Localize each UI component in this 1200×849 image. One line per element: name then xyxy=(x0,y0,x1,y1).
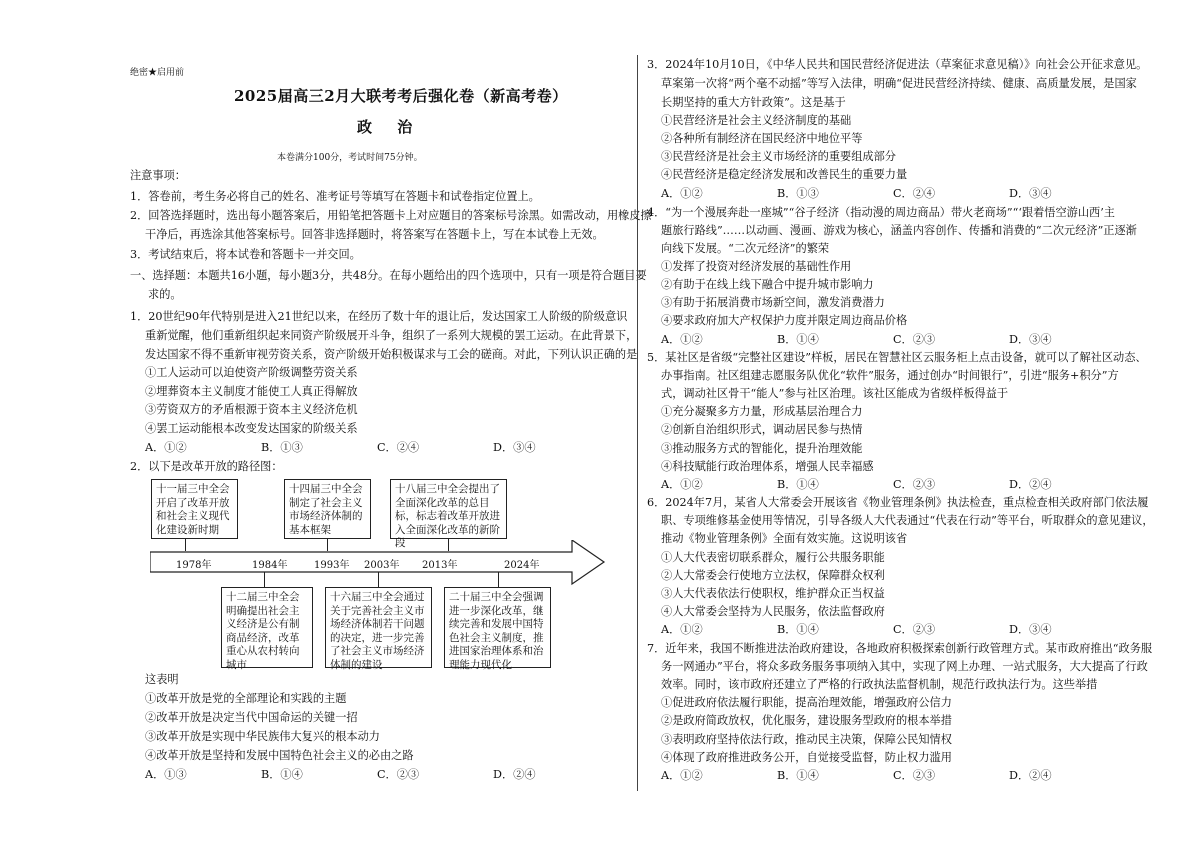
q4-option-d[interactable]: D．③④ xyxy=(1009,333,1052,346)
q7-item: ④体现了政府推进政务公开，自觉接受监督，防止权力滥用 xyxy=(661,751,952,764)
q5-stem-line: 5．某社区是省级“完整社区建设”样板，居民在智慧社区云服务柜上点击设备，就可以了解社区动态、 xyxy=(647,351,1147,364)
q6-option-a[interactable]: A．①② xyxy=(661,623,703,636)
notice-line-3: 干净后，再选涂其他答案标号。回答非选择题时，将答案写在答题卡上，写在本试卷上无效。 xyxy=(145,228,604,241)
q5-option-d[interactable]: D．②④ xyxy=(1009,478,1052,491)
timeline-box-1993: 十四届三中全会制定了社会主义市场经济体制的基本框架 xyxy=(284,479,371,539)
q5-item: ③推动服务方式的智能化，提升治理效能 xyxy=(661,442,863,455)
q2-item: ①改革开放是党的全部理论和实践的主题 xyxy=(145,692,347,705)
q1-item: ③劳资双方的矛盾根源于资本主义经济危机 xyxy=(145,403,358,416)
q6-option-d[interactable]: D．③④ xyxy=(1009,623,1052,636)
q5-option-a[interactable]: A．①② xyxy=(661,478,703,491)
q3-item: ②各种所有制经济在国民经济中地位平等 xyxy=(661,132,863,145)
q2-lead: 这表明 xyxy=(145,673,179,686)
year-label: 2024年 xyxy=(504,560,540,571)
q2-item: ②改革开放是决定当代中国命运的关键一招 xyxy=(145,711,358,724)
notice-line-1: 1．答卷前，考生务必将自己的姓名、准考证号等填写在答题卡和试卷指定位置上。 xyxy=(130,190,540,203)
q2-stem: 2．以下是改革开放的路径图： xyxy=(130,460,283,473)
q4-item: ④要求政府加大产权保护力度并限定周边商品价格 xyxy=(661,314,908,327)
q3-item: ①民营经济是社会主义经济制度的基础 xyxy=(661,114,852,127)
section-heading: 一、选择题：本题共16小题，每小题3分，共48分。在每小题给出的四个选项中，只有一项是符合题目要 xyxy=(130,269,647,282)
timeline-box-1984: 十二届三中全会明确提出社会主义经济是公有制商品经济，改革重心从农村转向城市 xyxy=(221,587,313,668)
subject-title: 政 治 xyxy=(357,118,423,136)
q3-options xyxy=(661,185,1125,203)
exam-note: 本卷满分100分，考试时间75分钟。 xyxy=(277,153,423,163)
q3-option-a[interactable]: A．①② xyxy=(661,187,703,200)
q7-stem-line: 7．近年来，我国不断推进法治政府建设，各地政府积极探索创新行政管理方式。某市政府推出“政务服 xyxy=(647,642,1153,655)
q5-option-b[interactable]: B．①④ xyxy=(777,478,819,491)
q1-option-a[interactable]: A．①② xyxy=(145,441,187,454)
q3-stem-line: 草案第一次将“两个毫不动摇”等写入法律，明确“促进民营经济持续、健康、高质量发展，是国家 xyxy=(661,77,1137,90)
q2-option-a[interactable]: A．①③ xyxy=(145,768,187,781)
q3-option-b[interactable]: B．①③ xyxy=(777,187,819,200)
year-label: 2003年 xyxy=(364,560,400,571)
q7-stem-line: 效率。同时，该市政府还建立了严格的行政执法监督机制，规范行政执法行为。这些举措 xyxy=(661,678,1098,691)
q4-option-c[interactable]: C．②③ xyxy=(893,333,936,346)
q2-options xyxy=(145,766,609,784)
q5-option-c[interactable]: C．②③ xyxy=(893,478,936,491)
notice-heading: 注意事项： xyxy=(130,169,186,182)
q1-item: ①工人运动可以迫使资产阶级调整劳资关系 xyxy=(145,366,358,379)
q2-option-d[interactable]: D．②④ xyxy=(493,768,536,781)
q1-item: ④罢工运动能根本改变发达国家的阶级关系 xyxy=(145,422,358,435)
q3-stem-line: 长期坚持的重大方针政策”。这是基于 xyxy=(661,96,846,109)
q7-option-b[interactable]: B．①④ xyxy=(777,769,819,782)
q4-item: ③有助于拓展消费市场新空间，激发消费潜力 xyxy=(661,296,885,309)
q4-stem-line: 4．“为一个漫展奔赴一座城”“谷子经济（指动漫的周边商品）带火老商场”“‘跟着悟空游山西’主 xyxy=(647,206,1115,219)
q2-option-c[interactable]: C．②③ xyxy=(377,768,420,781)
q4-stem-line: 题旅行路线”……以动画、漫画、游戏为核心，涵盖内容创作、传播和消费的“二次元经济”正逐渐 xyxy=(661,224,1137,237)
q4-stem-line: 向线下发展。“二次元经济”的繁荣 xyxy=(661,242,830,255)
notice-line-2: 2．回答选择题时，选出每小题答案后，用铅笔把答题卡上对应题目的答案标号涂黑。如需改动，用橡皮擦 xyxy=(130,209,652,222)
q2-option-b[interactable]: B．①④ xyxy=(261,768,303,781)
column-divider xyxy=(637,55,638,791)
q7-item: ③表明政府坚持依法行政，推动民主决策，保障公民知情权 xyxy=(661,733,952,746)
q6-stem-line: 6．2024年7月，某省人大常委会开展该省《物业管理条例》执法检查，重点检查相关政府部门依法履 xyxy=(647,496,1149,509)
year-label: 2013年 xyxy=(422,560,458,571)
q1-stem-line: 1．20世纪90年代特别是进入21世纪以来，在经历了数十年的退让后，发达国家工人阶级的阶级意识 xyxy=(130,310,628,323)
timeline-box-2003: 十六届三中全会通过关于完善社会主义市场经济体制若干问题的决定，进一步完善了社会主义市场经济体制的建设 xyxy=(325,587,432,668)
q3-option-d[interactable]: D．③④ xyxy=(1009,187,1052,200)
q5-item: ①充分凝聚多方力量，形成基层治理合力 xyxy=(661,405,863,418)
q4-options xyxy=(661,331,1125,349)
q6-item: ④人大常委会坚持为人民服务，依法监督政府 xyxy=(661,605,885,618)
q7-item: ②是政府简政放权，优化服务，建设服务型政府的根本举措 xyxy=(661,714,952,727)
q7-stem-line: 务一网通办”平台，将众多政务服务事项纳入其中，实现了网上办理、一站式服务，大大提高了行政 xyxy=(661,660,1148,673)
q6-option-b[interactable]: B．①④ xyxy=(777,623,819,636)
q4-item: ①发挥了投资对经济发展的基础性作用 xyxy=(661,260,852,273)
q6-item: ②人大常委会行使地方立法权，保障群众权利 xyxy=(661,569,885,582)
q5-options xyxy=(661,476,1125,494)
q6-option-c[interactable]: C．②③ xyxy=(893,623,936,636)
q7-item: ①促进政府依法履行职能，提高治理效能，增强政府公信力 xyxy=(661,696,952,709)
year-label: 1978年 xyxy=(176,560,212,571)
q7-option-a[interactable]: A．①② xyxy=(661,769,703,782)
timeline-box-2024: 二十届三中全会强调进一步深化改革，继续完善和发展中国特色社会主义制度，推进国家治理体系和治理能力现代化 xyxy=(444,587,551,668)
q7-option-c[interactable]: C．②③ xyxy=(893,769,936,782)
q6-stem-line: 推动《物业管理条例》全面有效实施。这说明该省 xyxy=(661,532,908,545)
q2-item: ③改革开放是实现中华民族伟大复兴的根本动力 xyxy=(145,730,380,743)
q5-stem-line: 式，调动社区骨干“能人”参与社区治理。该社区能成为省级样板得益于 xyxy=(661,387,1009,400)
q5-item: ②创新自治组织形式，调动居民参与热情 xyxy=(661,423,863,436)
q1-options xyxy=(145,439,609,457)
q7-options xyxy=(661,767,1125,785)
q1-item: ②埋葬资本主义制度才能使工人真正得解放 xyxy=(145,385,358,398)
q1-stem-line: 重新觉醒，他们重新组织起来同资产阶级展开斗争，组织了一系列大规模的罢工运动。在此背景下， xyxy=(145,329,638,342)
q4-option-b[interactable]: B．①④ xyxy=(777,333,819,346)
q3-item: ③民营经济是社会主义市场经济的重要组成部分 xyxy=(661,150,896,163)
q4-item: ②有助于在线上线下融合中提升城市影响力 xyxy=(661,278,874,291)
year-label: 1993年 xyxy=(314,560,350,571)
q5-stem-line: 办事指南。社区组建志愿服务队优化“软件”服务，通过创办“时间银行”，引进“服务+积分”方 xyxy=(661,369,1119,382)
q7-option-d[interactable]: D．②④ xyxy=(1009,769,1052,782)
confidential-mark: 绝密★启用前 xyxy=(130,68,185,78)
section-heading-cont: 求的。 xyxy=(148,288,182,301)
q1-option-b[interactable]: B．①③ xyxy=(261,441,303,454)
q3-item: ④民营经济是稳定经济发展和改善民生的重要力量 xyxy=(661,168,908,181)
q5-item: ④科技赋能行政治理体系，增强人民幸福感 xyxy=(661,460,874,473)
timeline-box-1978: 十一届三中全会开启了改革开放和社会主义现代化建设新时期 xyxy=(151,479,238,539)
q1-option-d[interactable]: D．③④ xyxy=(493,441,536,454)
timeline-box-2013: 十八届三中全会提出了全面深化改革的总目标，标志着改革开放进入全面深化改革的新阶段 xyxy=(390,479,507,539)
q6-stem-line: 职、专项维修基金使用等情况，引导各级人大代表通过“代表在行动”等平台，听取群众的意见建议， xyxy=(661,514,1154,527)
year-label: 1984年 xyxy=(252,560,288,571)
q6-item: ①人大代表密切联系群众，履行公共服务职能 xyxy=(661,551,885,564)
q3-stem-line: 3．2024年10月10日，《中华人民共和国民营经济促进法（草案征求意见稿）》向社会公开征求意见。 xyxy=(647,58,1148,71)
q1-stem-line: 发达国家不得不重新审视劳资关系，资产阶级开始积极谋求与工会的磋商。对此，下列认识正确的是 xyxy=(145,348,638,361)
q6-options xyxy=(661,621,1125,639)
notice-line-4: 3．考试结束后，将本试卷和答题卡一并交回。 xyxy=(130,248,361,261)
q3-option-c[interactable]: C．②④ xyxy=(893,187,936,200)
q2-item: ④改革开放是坚持和发展中国特色社会主义的必由之路 xyxy=(145,749,414,762)
exam-title: 2025届高三2月大联考考后强化卷（新高考卷） xyxy=(234,87,568,105)
q6-item: ③人大代表依法行使职权，维护群众正当权益 xyxy=(661,587,885,600)
q1-option-c[interactable]: C．②④ xyxy=(377,441,420,454)
q4-option-a[interactable]: A．①② xyxy=(661,333,703,346)
